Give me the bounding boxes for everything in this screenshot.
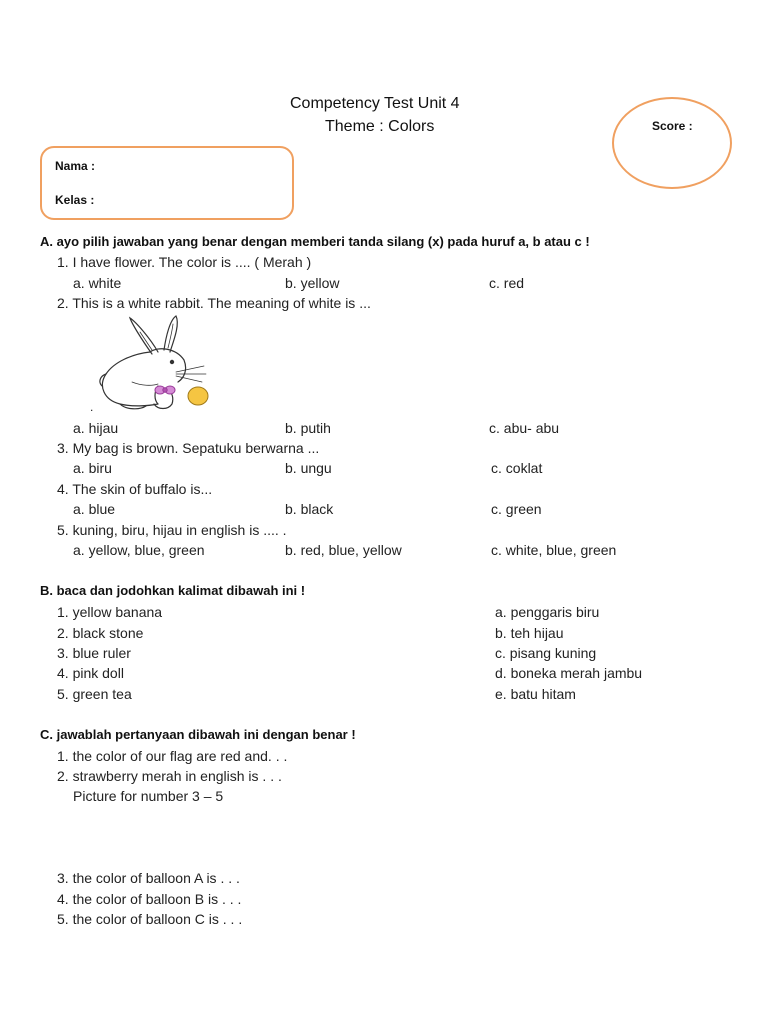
match-left-1: 1. yellow banana (57, 604, 163, 620)
match-left-3: 3. blue ruler (57, 645, 131, 661)
option-a5-a: a. yellow, blue, green (73, 542, 205, 558)
match-left-5: 5. green tea (57, 686, 132, 702)
option-a4-c: c. green (491, 501, 542, 517)
rabbit-bow (155, 386, 175, 394)
option-a2-b: b. putih (285, 420, 331, 436)
score-label: Score : (652, 119, 693, 133)
page-theme: Theme : Colors (325, 118, 435, 135)
egg-icon (188, 387, 208, 405)
question-c3: 3. the color of balloon A is . . . (57, 870, 240, 886)
match-right-d: d. boneka merah jambu (495, 665, 643, 681)
option-a1-a: a. white (73, 275, 122, 291)
question-c1: 1. the color of our flag are red and. . . (57, 748, 288, 764)
question-c4: 4. the color of balloon B is . . . (57, 891, 242, 907)
question-a2: 2. This is a white rabbit. The meaning of white is ... (57, 295, 371, 311)
option-a5-b: b. red, blue, yellow (285, 542, 402, 558)
question-a1: 1. I have flower. The color is .... ( Merah ) (57, 254, 312, 270)
class-label: Kelas : (55, 193, 95, 207)
option-a3-c: c. coklat (491, 460, 543, 476)
question-a4: 4. The skin of buffalo is... (57, 481, 213, 497)
match-left-2: 2. black stone (57, 625, 144, 641)
section-c-heading: C. jawablah pertanyaan dibawah ini dengan benar ! (40, 727, 356, 742)
question-a5: 5. kuning, biru, hijau in english is .... . (57, 522, 287, 538)
option-a2-c: c. abu- abu (489, 420, 560, 436)
rabbit-illustration (92, 312, 222, 414)
match-left-4: 4. pink doll (57, 665, 124, 681)
question-a3: 3. My bag is brown. Sepatuku berwarna ... (57, 440, 320, 456)
option-a5-c: c. white, blue, green (491, 542, 617, 558)
option-a4-a: a. blue (73, 501, 116, 517)
student-info-box (40, 146, 294, 220)
question-c2: 2. strawberry merah in english is . . . (57, 768, 282, 784)
question-c5: 5. the color of balloon C is . . . (57, 911, 243, 927)
section-b-heading: B. baca dan jodohkan kalimat dibawah ini ! (40, 583, 306, 598)
option-a3-a: a. biru (73, 460, 112, 476)
name-label: Nama : (55, 159, 96, 173)
section-a-heading: A. ayo pilih jawaban yang benar dengan memberi tanda silang (x) pada huruf a, b atau c ! (40, 234, 590, 249)
option-a1-c: c. red (489, 275, 525, 291)
match-right-e: e. batu hitam (495, 686, 576, 702)
match-right-b: b. teh hijau (495, 625, 564, 641)
page-title: Competency Test Unit 4 (290, 95, 460, 112)
option-a1-b: b. yellow (285, 275, 340, 291)
stray-dot: . (90, 400, 94, 414)
option-a2-a: a. hijau (73, 420, 119, 436)
match-right-c: c. pisang kuning (495, 645, 597, 661)
option-a4-b: b. black (285, 501, 334, 517)
rabbit-body (102, 352, 158, 406)
option-a3-b: b. ungu (285, 460, 332, 476)
picture-note: Picture for number 3 – 5 (73, 788, 224, 804)
score-oval (612, 97, 732, 189)
rabbit-ear-right (164, 316, 177, 352)
rabbit-ear-left (130, 318, 158, 354)
match-right-a: a. penggaris biru (495, 604, 600, 620)
